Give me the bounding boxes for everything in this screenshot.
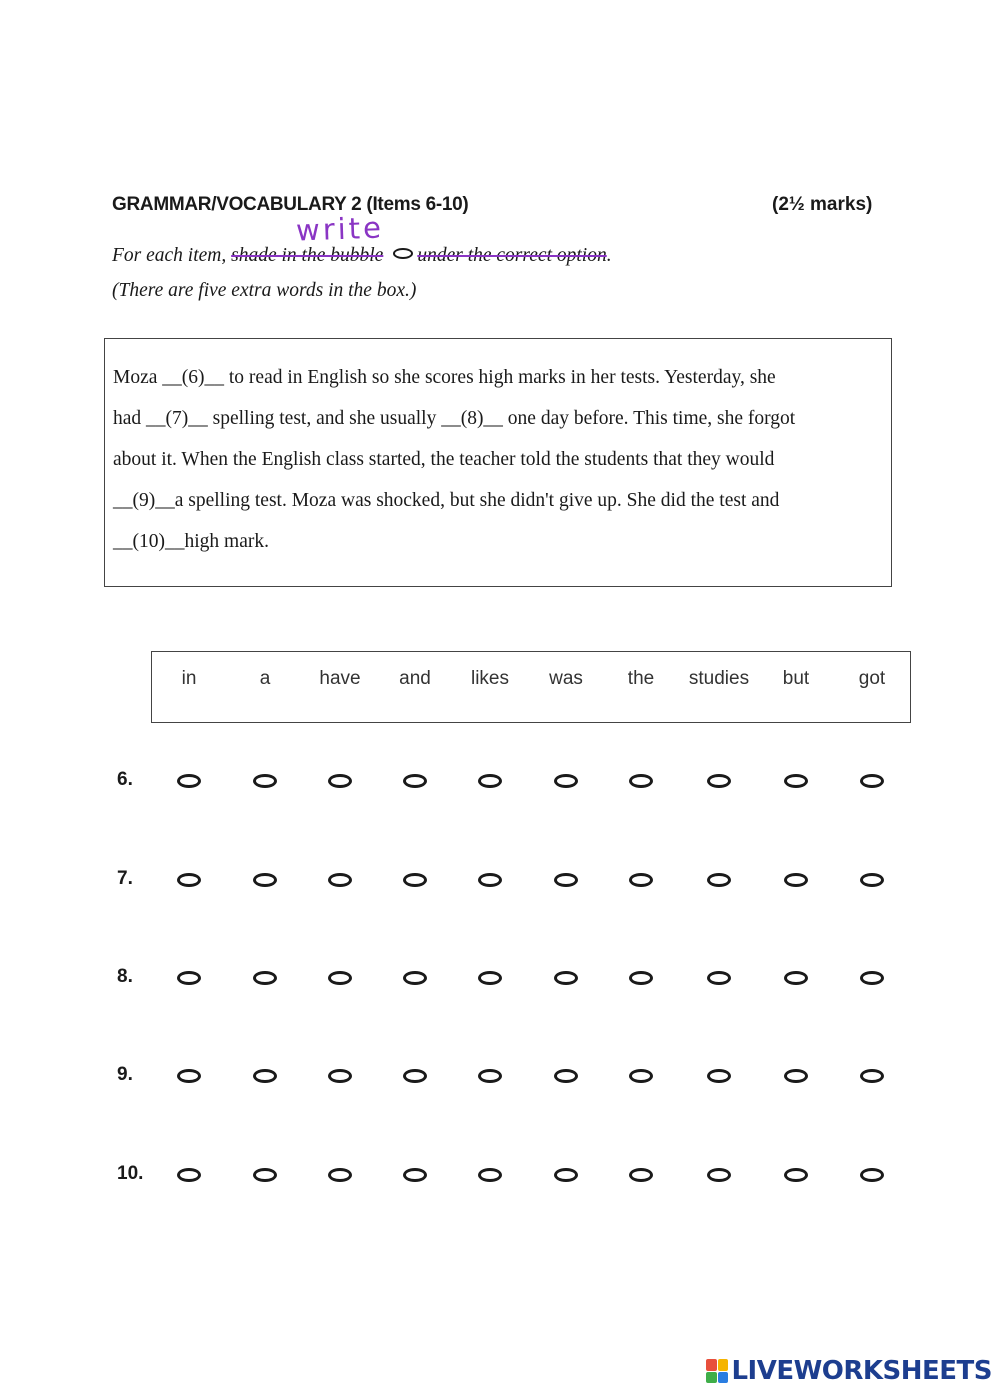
answer-bubble-7-studies[interactable] xyxy=(707,873,731,887)
answer-bubble-8-studies[interactable] xyxy=(707,971,731,985)
answer-bubble-6-the[interactable] xyxy=(629,774,653,788)
word-option-in: in xyxy=(181,668,197,689)
word-option-a: a xyxy=(259,668,271,689)
answer-bubble-10-got[interactable] xyxy=(860,1168,884,1182)
word-option-studies: studies xyxy=(688,668,750,689)
answer-bubble-9-the[interactable] xyxy=(629,1069,653,1083)
answer-bubble-6-got[interactable] xyxy=(860,774,884,788)
passage-box xyxy=(104,338,892,587)
answer-bubble-10-likes[interactable] xyxy=(478,1168,502,1182)
section-title: GRAMMAR/VOCABULARY 2 (Items 6-10) xyxy=(112,194,469,215)
answer-bubble-7-and[interactable] xyxy=(403,873,427,887)
liveworksheets-logo-icon xyxy=(706,1359,728,1383)
word-option-likes: likes xyxy=(470,668,510,689)
passage-line: about it. When the English class started, the teacher told the students that they would xyxy=(113,449,775,470)
answer-bubble-8-a[interactable] xyxy=(253,971,277,985)
answer-bubble-10-and[interactable] xyxy=(403,1168,427,1182)
section-marks: (2½ marks) xyxy=(772,194,873,215)
answer-bubble-10-a[interactable] xyxy=(253,1168,277,1182)
word-option-have: have xyxy=(319,668,361,689)
instruction-line-2: (There are five extra words in the box.) xyxy=(112,280,417,301)
struck-text-under: under the correct option xyxy=(417,245,607,266)
answer-bubble-6-and[interactable] xyxy=(403,774,427,788)
bubble-example-icon xyxy=(393,248,413,259)
word-option-and: and xyxy=(399,668,431,689)
answer-bubble-7-was[interactable] xyxy=(554,873,578,887)
answer-bubble-6-have[interactable] xyxy=(328,774,352,788)
answer-bubble-9-got[interactable] xyxy=(860,1069,884,1083)
answer-bubble-9-was[interactable] xyxy=(554,1069,578,1083)
liveworksheets-brand xyxy=(706,1356,992,1386)
word-option-but: but xyxy=(782,668,810,689)
answer-bubble-6-likes[interactable] xyxy=(478,774,502,788)
item-number: 9. xyxy=(117,1064,133,1085)
item-number: 8. xyxy=(117,966,133,987)
handwritten-correction: write xyxy=(295,210,385,248)
brand-text: LIVEWORKSHEETS xyxy=(731,1356,992,1386)
answer-bubble-9-in[interactable] xyxy=(177,1069,201,1083)
answer-bubble-8-the[interactable] xyxy=(629,971,653,985)
word-option-the: the xyxy=(627,668,655,689)
answer-bubble-10-in[interactable] xyxy=(177,1168,201,1182)
answer-bubble-9-have[interactable] xyxy=(328,1069,352,1083)
answer-bubble-8-and[interactable] xyxy=(403,971,427,985)
answer-bubble-8-in[interactable] xyxy=(177,971,201,985)
answer-bubble-6-a[interactable] xyxy=(253,774,277,788)
item-number: 7. xyxy=(117,868,133,889)
passage-line: Moza __(6)__ to read in English so she scores high marks in her tests. Yesterday, she xyxy=(113,367,776,388)
answer-bubble-10-the[interactable] xyxy=(629,1168,653,1182)
passage-line: __(10)__high mark. xyxy=(113,531,269,552)
answer-bubble-8-got[interactable] xyxy=(860,971,884,985)
answer-bubble-7-likes[interactable] xyxy=(478,873,502,887)
answer-bubble-8-likes[interactable] xyxy=(478,971,502,985)
answer-bubble-10-was[interactable] xyxy=(554,1168,578,1182)
answer-bubble-7-but[interactable] xyxy=(784,873,808,887)
answer-bubble-7-got[interactable] xyxy=(860,873,884,887)
item-number: 10. xyxy=(117,1163,144,1184)
word-option-got: got xyxy=(858,668,886,689)
struck-text-shade: shade in the bubble xyxy=(231,245,384,266)
answer-bubble-9-but[interactable] xyxy=(784,1069,808,1083)
answer-bubble-7-the[interactable] xyxy=(629,873,653,887)
answer-bubble-9-a[interactable] xyxy=(253,1069,277,1083)
answer-bubble-8-have[interactable] xyxy=(328,971,352,985)
answer-bubble-9-studies[interactable] xyxy=(707,1069,731,1083)
passage-line: had __(7)__ spelling test, and she usually __(8)__ one day before. This time, she forgot xyxy=(113,408,796,429)
answer-bubble-9-likes[interactable] xyxy=(478,1069,502,1083)
answer-bubble-10-have[interactable] xyxy=(328,1168,352,1182)
answer-bubble-9-and[interactable] xyxy=(403,1069,427,1083)
answer-bubble-7-in[interactable] xyxy=(177,873,201,887)
answer-bubble-6-studies[interactable] xyxy=(707,774,731,788)
answer-bubble-8-but[interactable] xyxy=(784,971,808,985)
answer-bubble-10-but[interactable] xyxy=(784,1168,808,1182)
answer-bubble-7-a[interactable] xyxy=(253,873,277,887)
answer-bubble-6-but[interactable] xyxy=(784,774,808,788)
item-number: 6. xyxy=(117,769,133,790)
answer-bubble-8-was[interactable] xyxy=(554,971,578,985)
instruction-line-1: For each item, shade in the bubble under the correct option. xyxy=(112,245,612,266)
word-option-was: was xyxy=(549,668,583,689)
answer-bubble-7-have[interactable] xyxy=(328,873,352,887)
answer-bubble-6-in[interactable] xyxy=(177,774,201,788)
passage-line: __(9)__a spelling test. Moza was shocked, but she didn't give up. She did the test and xyxy=(113,490,780,511)
answer-bubble-10-studies[interactable] xyxy=(707,1168,731,1182)
answer-bubble-6-was[interactable] xyxy=(554,774,578,788)
